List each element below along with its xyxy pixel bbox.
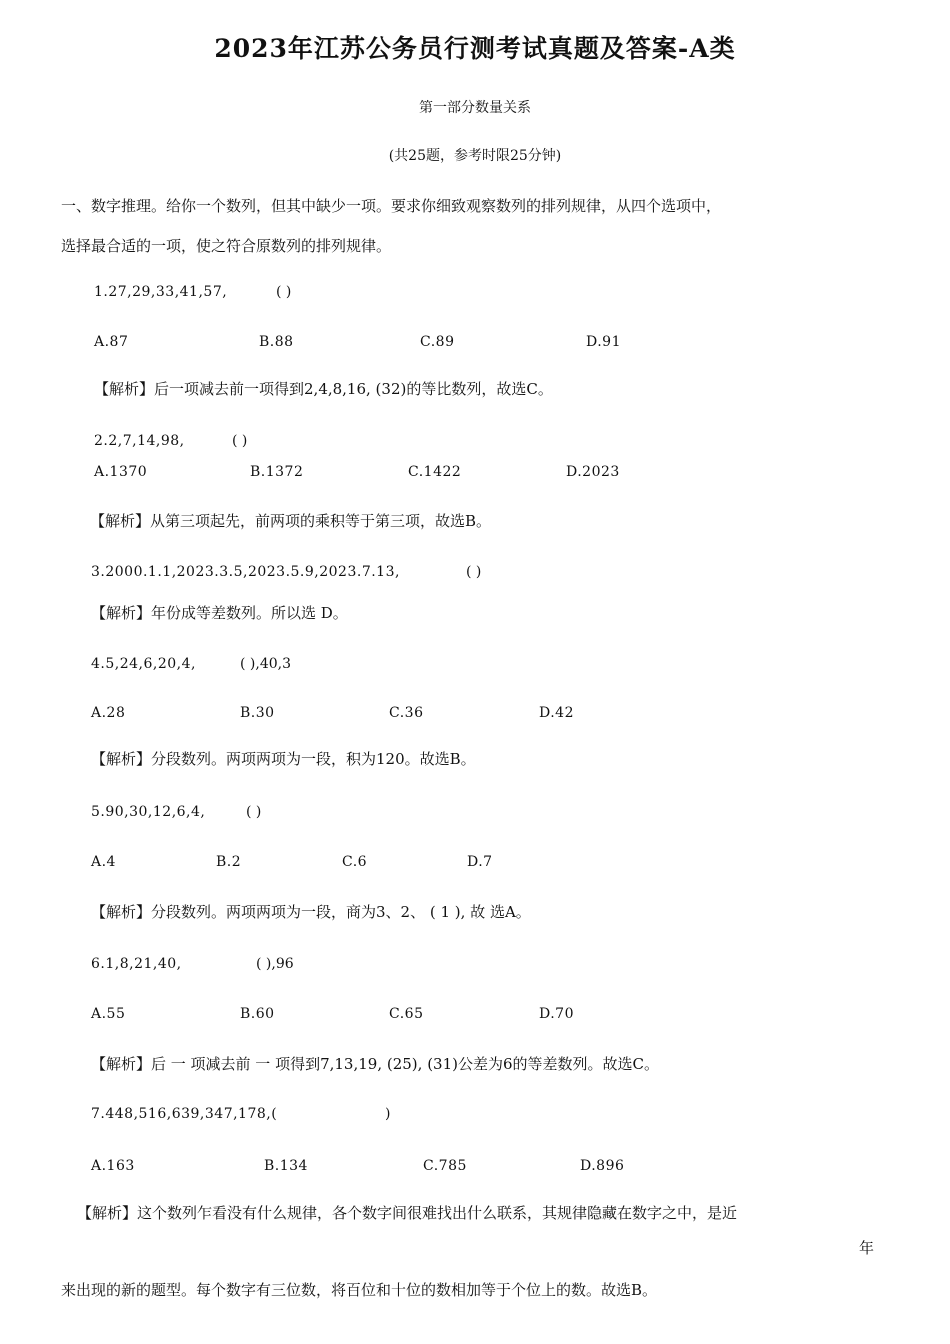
question-7-analysis-wrap: 年 [859,1239,875,1257]
question-1-option-b: B.88 [259,334,294,350]
question-3-stem: 3.2000.1.1,2023.3.5,2023.5.9,2023.7.13, [91,564,400,580]
question-7-blank: ) [385,1106,391,1122]
question-5-option-d: D.7 [467,854,493,870]
question-4-stem: 4.5,24,6,20,4, [91,656,196,672]
question-7-option-a: A.163 [91,1158,135,1174]
question-6-stem: 6.1,8,21,40, [91,956,182,972]
question-7-option-d: D.896 [580,1158,625,1174]
question-7-option-b: B.134 [264,1158,308,1174]
question-7-stem: 7.448,516,639,347,178,( [91,1106,278,1122]
time-limit-note: (共25题，参考时限25分钟) [388,148,562,164]
question-2-analysis: 【解析】从第三项起先，前两项的乘积等于第三项，故选B。 [90,512,492,530]
question-6-option-a: A.55 [91,1006,126,1022]
question-4-option-d: D.42 [539,705,574,721]
question-3-blank: ( ) [466,564,482,580]
question-6-blank: ( ),96 [256,956,294,972]
question-3-analysis: 【解析】年份成等差数列。所以选 D。 [91,604,348,622]
part-heading: 第一部分数量关系 [419,100,531,116]
question-4-option-a: A.28 [91,705,126,721]
question-4-blank: ( ),40,3 [240,656,291,672]
question-1-option-a: A.87 [94,334,129,350]
document-title: 2023年江苏公务员行测考试真题及答案-A类 [214,34,736,63]
question-1-option-d: D.91 [586,334,621,350]
question-6-option-c: C.65 [389,1006,424,1022]
question-5-analysis: 【解析】分段数列。两项两项为一段，商为3、2、 ( 1 ), 故 选A。 [91,903,531,921]
intro-line-1: 一、数字推理。给你一个数列，但其中缺少一项。要求你细致观察数列的排列规律，从四个选项中， [61,197,722,215]
question-2-option-d: D.2023 [566,464,620,480]
question-5-stem: 5.90,30,12,6,4, [91,804,206,820]
question-5-option-c: C.6 [342,854,368,870]
question-5-blank: ( ) [246,804,262,820]
question-4-analysis: 【解析】分段数列。两项两项为一段，积为120。故选B。 [91,750,476,768]
question-2-option-a: A.1370 [94,464,148,480]
question-6-analysis: 【解析】后 一 项减去前 一 项得到7,13,19, (25), (31)公差为6的等差数列。故选C。 [91,1055,660,1073]
question-4-option-c: C.36 [389,705,424,721]
question-7-analysis-continued: 来出现的新的题型。每个数字有三位数，将百位和十位的数相加等于个位上的数。故选B。 [61,1281,658,1299]
question-7-analysis: 【解析】这个数列乍看没有什么规律，各个数字间很难找出什么联系，其规律隐藏在数字之中，是近 [77,1204,738,1222]
question-1-stem: 1.27,29,33,41,57, [94,284,228,300]
intro-line-2: 选择最合适的一项，使之符合原数列的排列规律。 [61,237,392,255]
question-6-option-d: D.70 [539,1006,574,1022]
question-2-stem: 2.2,7,14,98, [94,433,185,449]
question-2-blank: ( ) [232,433,248,449]
question-4-option-b: B.30 [240,705,275,721]
question-7-option-c: C.785 [423,1158,467,1174]
question-2-option-b: B.1372 [250,464,304,480]
question-6-option-b: B.60 [240,1006,275,1022]
question-2-option-c: C.1422 [408,464,462,480]
question-5-option-a: A.4 [91,854,116,870]
question-1-blank: ( ) [276,284,292,300]
question-1-analysis: 【解析】后一项减去前一项得到2,4,8,16, (32)的等比数列，故选C。 [94,380,553,398]
question-1-option-c: C.89 [420,334,455,350]
question-5-option-b: B.2 [216,854,242,870]
